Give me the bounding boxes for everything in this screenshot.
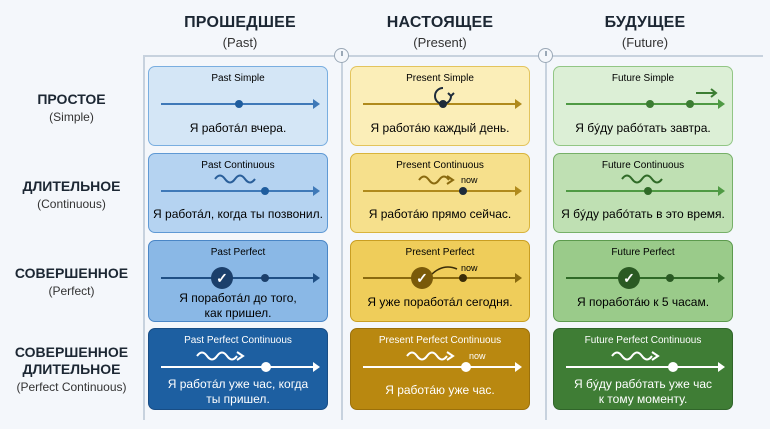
- row-header-simple: [0, 91, 143, 124]
- example-sentence: Я поработáл до того, как пришел.: [179, 291, 297, 320]
- row-subtitle: (Perfect Continuous): [16, 380, 127, 394]
- cell-past-perfect: [148, 240, 328, 322]
- action-dot: [686, 100, 694, 108]
- timeline-arrow: [363, 190, 519, 192]
- row-title: СОВЕРШЕННОЕ: [14, 265, 129, 281]
- tense-name: Present Perfect: [405, 247, 475, 258]
- example-sentence: Я бýду рабóтать завтра.: [575, 121, 711, 135]
- action-dot: [235, 100, 243, 108]
- now-label: now: [461, 263, 478, 273]
- column-header-past: [140, 14, 340, 50]
- tense-name: Present Simple: [406, 73, 474, 84]
- tense-name: Past Perfect Continuous: [184, 335, 292, 346]
- cell-past-perfect-continuous: [148, 328, 328, 410]
- divider-1: [341, 55, 343, 420]
- wave-icon: [620, 172, 670, 186]
- tense-name: Future Continuous: [601, 160, 685, 171]
- action-dot: [261, 187, 269, 195]
- action-dot: [439, 100, 447, 108]
- now-dot: [461, 362, 471, 372]
- column-subtitle: (Future): [621, 35, 669, 50]
- cell-future-perfect: [553, 240, 733, 322]
- cell-past-continuous: [148, 153, 328, 233]
- forward-arrow-icon: [694, 87, 720, 99]
- left-axis-line: [143, 55, 145, 420]
- timeline-arrow: [566, 277, 722, 279]
- example-sentence: Я работáю каждый день.: [370, 121, 510, 135]
- column-title: БУДУЩЕЕ: [604, 14, 686, 31]
- timeline-arrow: [566, 366, 722, 368]
- tense-name: Past Perfect: [210, 247, 266, 258]
- cell-present-perfect-continuous: [350, 328, 530, 410]
- checkmark-icon: ✓: [411, 267, 433, 289]
- example-sentence: Я бýду рабóтать в это время.: [561, 207, 725, 221]
- cell-present-perfect: [350, 240, 530, 322]
- top-axis-line: [143, 55, 763, 57]
- row-header-perfect-continuous: [0, 344, 143, 394]
- checkmark-icon: ✓: [618, 267, 640, 289]
- cell-past-simple: [148, 66, 328, 146]
- wave-icon: [195, 349, 251, 363]
- example-sentence: Я работáл вчера.: [189, 121, 287, 135]
- timeline-arrow: [363, 277, 519, 279]
- row-title: ПРОСТОЕ: [37, 91, 106, 107]
- row-title: ДЛИТЕЛЬНОЕ: [22, 178, 121, 194]
- example-sentence: Я уже поработáл сегодня.: [367, 295, 513, 309]
- row-header-continuous: [0, 178, 143, 211]
- action-dot: [644, 187, 652, 195]
- tense-name: Future Perfect: [611, 247, 675, 258]
- clock-icon: [538, 48, 553, 63]
- example-sentence: Я поработáю к 5 часам.: [576, 295, 710, 309]
- timeline-arrow: [566, 103, 722, 105]
- tense-name: Past Simple: [211, 73, 265, 84]
- example-sentence: Я бýду рабóтать уже час к тому моменту.: [573, 377, 713, 406]
- now-dot: [459, 274, 467, 282]
- column-title: ПРОШЕДШЕЕ: [184, 14, 296, 31]
- tense-name: Past Continuous: [201, 160, 275, 171]
- column-subtitle: (Past): [222, 35, 258, 50]
- example-sentence: Я работáю прямо сейчас.: [368, 207, 512, 221]
- now-dot: [459, 187, 467, 195]
- tense-name: Present Perfect Continuous: [378, 335, 502, 346]
- divider-2: [545, 55, 547, 420]
- action-dot: [261, 362, 271, 372]
- example-sentence: Я работáл, когда ты позвонил.: [153, 207, 323, 221]
- column-subtitle: (Present): [413, 35, 467, 50]
- timeline-arrow: [363, 366, 519, 368]
- timeline-arrow: [161, 190, 317, 192]
- column-header-future: [545, 14, 745, 50]
- wave-icon: [610, 349, 666, 363]
- row-title: СОВЕРШЕННОЕ ДЛИТЕЛЬНОЕ: [14, 344, 129, 377]
- now-label: now: [461, 175, 478, 185]
- action-dot: [666, 274, 674, 282]
- wave-icon: [213, 172, 259, 186]
- timeline-arrow: [161, 366, 317, 368]
- row-subtitle: (Simple): [49, 110, 94, 124]
- tense-name: Present Continuous: [396, 160, 484, 171]
- example-sentence: Я работáю уже час.: [385, 383, 495, 397]
- checkmark-icon: ✓: [211, 267, 233, 289]
- row-subtitle: (Continuous): [37, 197, 106, 211]
- cell-future-continuous: [553, 153, 733, 233]
- wave-icon: [405, 349, 461, 363]
- now-dot: [646, 100, 654, 108]
- tense-name: Future Perfect Continuous: [584, 335, 702, 346]
- column-title: НАСТОЯЩЕЕ: [386, 14, 494, 31]
- now-label: now: [469, 351, 486, 361]
- example-sentence: Я работáл уже час, когда ты пришел.: [167, 377, 309, 406]
- column-header-present: [340, 14, 540, 50]
- clock-icon: [334, 48, 349, 63]
- cell-future-simple: [553, 66, 733, 146]
- timeline-arrow: [161, 277, 317, 279]
- action-dot: [668, 362, 678, 372]
- wave-icon: [417, 173, 457, 187]
- cell-present-simple: [350, 66, 530, 146]
- cell-future-perfect-continuous: [553, 328, 733, 410]
- row-subtitle: (Perfect): [48, 284, 95, 298]
- tense-name: Future Simple: [611, 73, 675, 84]
- cell-present-continuous: [350, 153, 530, 233]
- action-dot: [261, 274, 269, 282]
- row-header-perfect: [0, 265, 143, 298]
